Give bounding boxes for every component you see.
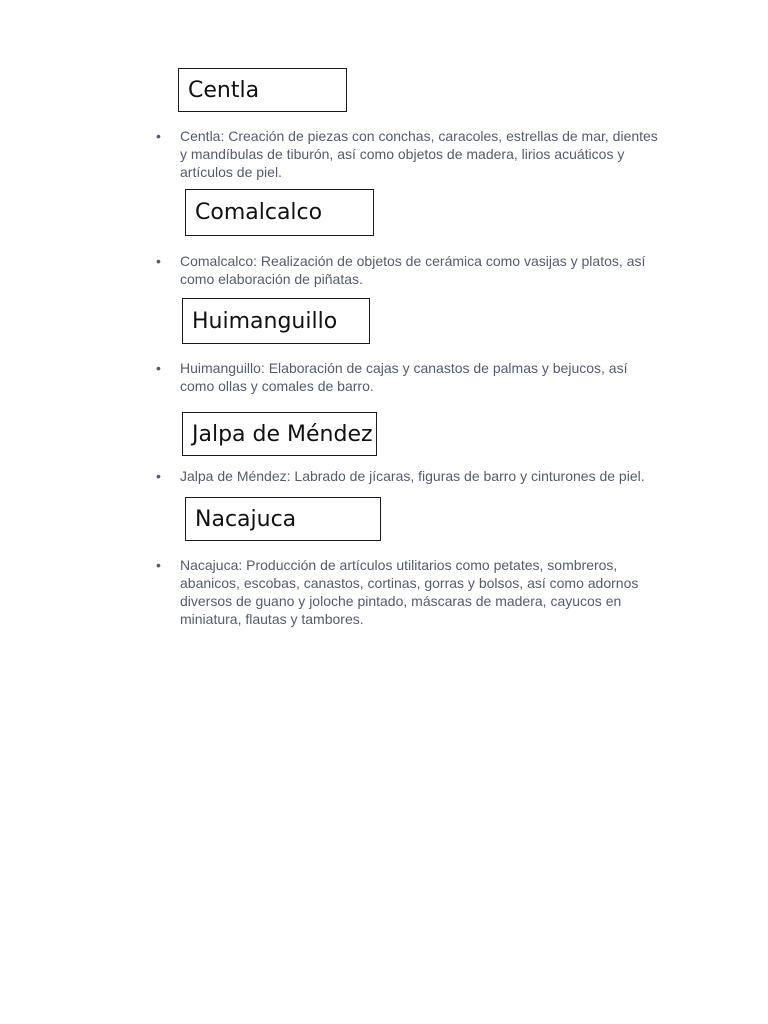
list-item-comalcalco xyxy=(156,252,656,290)
list-item-huimanguillo xyxy=(156,359,656,397)
list-item-nacajuca xyxy=(156,556,656,630)
bullet-icon: • xyxy=(156,468,161,484)
heading-box-jalpa-de-mendez xyxy=(182,412,377,456)
heading-box-comalcalco xyxy=(185,189,374,236)
bullet-icon: • xyxy=(156,253,161,269)
heading-box-nacajuca xyxy=(185,497,381,541)
heading-comalcalco: Comalcalco xyxy=(195,200,323,225)
heading-box-huimanguillo xyxy=(182,298,370,344)
description-comalcalco: Comalcalco: Realización de objetos de cerámica como vasijas y platos, así como elaboración de piñatas. xyxy=(180,253,646,287)
bullet-icon: • xyxy=(156,128,161,144)
description-huimanguillo: Huimanguillo: Elaboración de cajas y canastos de palmas y bejucos, así como ollas y comales de barro. xyxy=(180,360,628,394)
heading-huimanguillo: Huimanguillo xyxy=(192,308,338,334)
bullet-icon: • xyxy=(156,557,161,573)
description-jalpa-de-mendez: Jalpa de Méndez: Labrado de jícaras, figuras de barro y cinturones de piel. xyxy=(180,468,645,484)
list-item-centla xyxy=(156,127,656,183)
list-item-jalpa-de-mendez xyxy=(156,467,656,487)
heading-box-centla xyxy=(178,68,347,112)
heading-nacajuca: Nacajuca xyxy=(195,506,297,532)
bullet-icon: • xyxy=(156,360,161,376)
description-centla: Centla: Creación de piezas con conchas, caracoles, estrellas de mar, dientes y mandíbulas de tiburón, así como objetos de madera, lirios acuáticos y artículos de piel. xyxy=(180,128,658,180)
heading-jalpa-de-mendez: Jalpa de Méndez xyxy=(192,421,373,447)
heading-centla: Centla xyxy=(188,77,260,103)
description-nacajuca: Nacajuca: Producción de artículos utilitarios como petates, sombreros, abanicos, escobas, canastos, cortinas, gorras y bolsos, así como adornos diversos de guano y joloche pintado, máscaras de madera, cayucos en miniatura, flautas y tambores. xyxy=(180,557,639,627)
